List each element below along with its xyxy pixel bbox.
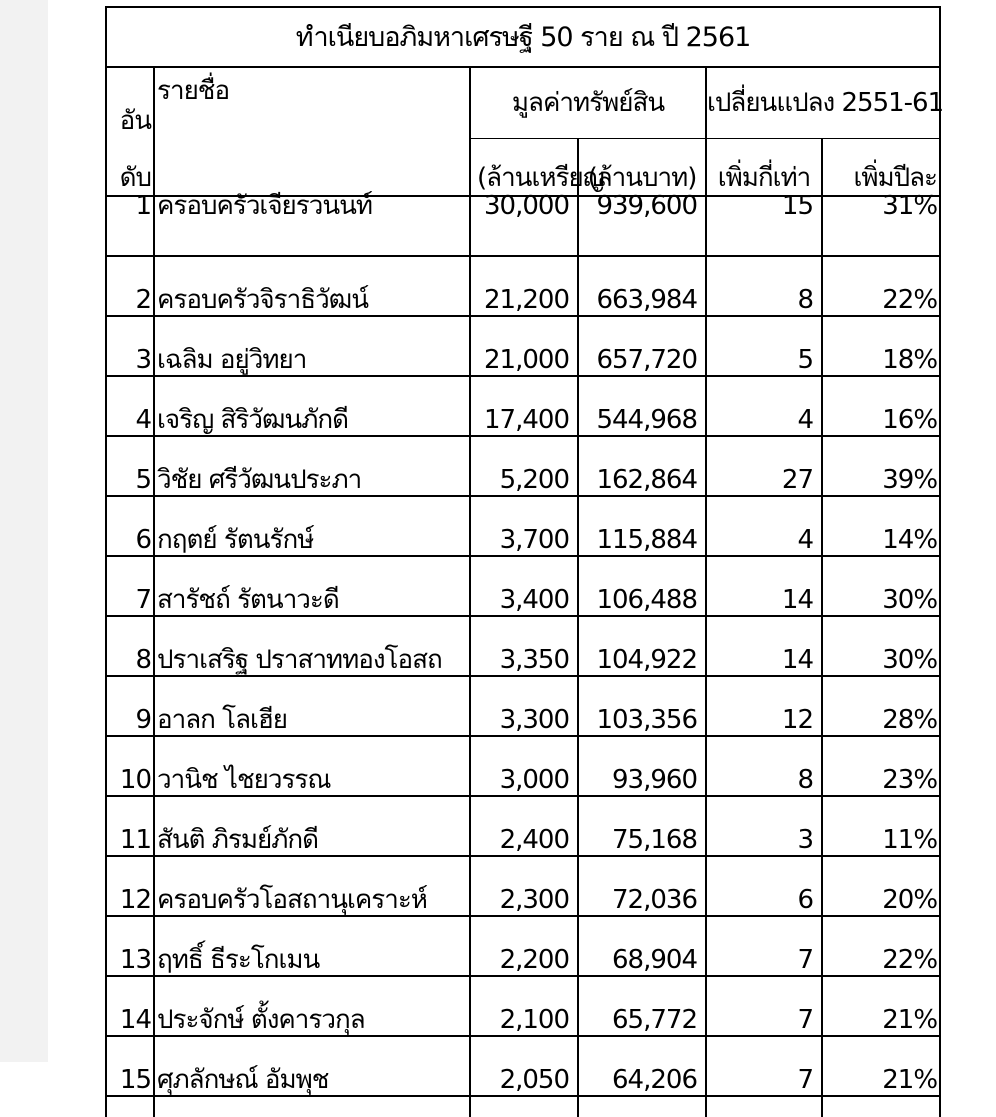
annual-growth-cell: 30%	[822, 556, 940, 616]
usd-value-cell: 2,400	[470, 796, 578, 856]
rank-cell: 1	[106, 196, 154, 256]
table-row	[106, 496, 940, 556]
annual-growth-cell: 23%	[822, 736, 940, 796]
annual-growth-cell: 31%	[822, 196, 940, 256]
assets-group-header: มูลค่าทรัพย์สิน	[470, 67, 706, 138]
annual-growth-cell: 11%	[822, 796, 940, 856]
multiple-value-cell: 4	[706, 496, 822, 556]
name-cell: เฉลิม อยู่วิทยา	[154, 316, 470, 376]
thb-value-cell: 106,488	[578, 556, 706, 616]
thb-value-cell: 65,772	[578, 976, 706, 1036]
thb-value-cell: 75,168	[578, 796, 706, 856]
thb-value-cell: 103,356	[578, 676, 706, 736]
name-cell: กฤตย์ รัตนรักษ์	[154, 496, 470, 556]
table-row	[106, 616, 940, 676]
multiple-column-header: เพิ่มกี่เท่า	[706, 138, 822, 196]
thb-value-cell: 657,720	[578, 316, 706, 376]
usd-value-cell: 3,300	[470, 676, 578, 736]
rank-cell: 15	[106, 1036, 154, 1096]
partial-next-row	[106, 1096, 940, 1117]
usd-value-cell: 2,200	[470, 916, 578, 976]
name-cell: อาลก โลเฮีย	[154, 676, 470, 736]
usd-value-cell: 2,100	[470, 976, 578, 1036]
left-margin	[0, 0, 48, 1062]
name-cell: ครอบครัวโอสถานุเคราะห์	[154, 856, 470, 916]
usd-value-cell: 5,200	[470, 436, 578, 496]
rank-cell: 3	[106, 316, 154, 376]
thb-value-cell: 544,968	[578, 376, 706, 436]
multiple-value-cell: 5	[706, 316, 822, 376]
table-row	[106, 796, 940, 856]
usd-column-header: (ล้านเหรียญ	[470, 138, 578, 196]
table-row	[106, 196, 940, 256]
usd-value-cell: 2,300	[470, 856, 578, 916]
rank-cell: 7	[106, 556, 154, 616]
table-row	[106, 976, 940, 1036]
thb-column-header: (ล้านบาท)	[578, 138, 706, 196]
multiple-value-cell: 8	[706, 256, 822, 316]
annual-growth-cell: 39%	[822, 436, 940, 496]
name-header-spacer	[154, 138, 470, 196]
table-title: ทำเนียบอภิมหาเศรษฐี 50 ราย ณ ปี 2561	[106, 7, 940, 67]
multiple-value-cell: 8	[706, 736, 822, 796]
annual-growth-cell: 18%	[822, 316, 940, 376]
annual-column-header: เพิ่มปีละ	[822, 138, 940, 196]
rank-cell: 12	[106, 856, 154, 916]
annual-growth-cell: 28%	[822, 676, 940, 736]
multiple-value-cell: 27	[706, 436, 822, 496]
annual-growth-cell: 21%	[822, 1036, 940, 1096]
annual-growth-cell: 22%	[822, 256, 940, 316]
billionaires-table	[105, 6, 944, 1117]
name-cell: ฤทธิ์ ธีระโกเมน	[154, 916, 470, 976]
thb-value-cell: 104,922	[578, 616, 706, 676]
multiple-value-cell: 4	[706, 376, 822, 436]
usd-value-cell: 17,400	[470, 376, 578, 436]
usd-value-cell: 21,000	[470, 316, 578, 376]
name-cell: วานิช ไชยวรรณ	[154, 736, 470, 796]
table-row	[106, 856, 940, 916]
multiple-value-cell: 6	[706, 856, 822, 916]
multiple-value-cell: 7	[706, 916, 822, 976]
annual-growth-cell: 22%	[822, 916, 940, 976]
multiple-value-cell: 14	[706, 556, 822, 616]
multiple-value-cell: 15	[706, 196, 822, 256]
rank-cell: 10	[106, 736, 154, 796]
multiple-value-cell: 12	[706, 676, 822, 736]
table-row	[106, 376, 940, 436]
rank-header-line1: อัน	[106, 67, 154, 138]
rank-header-line2: ดับ	[106, 138, 154, 196]
thb-value-cell: 939,600	[578, 196, 706, 256]
table-row	[106, 736, 940, 796]
table-row	[106, 256, 940, 316]
name-cell: ครอบครัวจิราธิวัฒน์	[154, 256, 470, 316]
table-row	[106, 676, 940, 736]
usd-value-cell: 21,200	[470, 256, 578, 316]
multiple-value-cell: 7	[706, 976, 822, 1036]
usd-value-cell: 3,700	[470, 496, 578, 556]
name-cell: เจริญ สิริวัฒนภักดี	[154, 376, 470, 436]
annual-growth-cell: 14%	[822, 496, 940, 556]
table-row	[106, 556, 940, 616]
table-row	[106, 316, 940, 376]
table-row	[106, 916, 940, 976]
name-cell: ศุภลักษณ์ อัมพุช	[154, 1036, 470, 1096]
multiple-value-cell: 14	[706, 616, 822, 676]
thb-value-cell: 162,864	[578, 436, 706, 496]
thb-value-cell: 68,904	[578, 916, 706, 976]
table-row	[106, 1036, 940, 1096]
name-header: รายชื่อ	[154, 67, 470, 138]
table-row	[106, 436, 940, 496]
usd-value-cell: 3,350	[470, 616, 578, 676]
name-cell: ครอบครัวเจียรวนนท์	[154, 196, 470, 256]
multiple-value-cell: 3	[706, 796, 822, 856]
rank-cell: 6	[106, 496, 154, 556]
rank-cell: 8	[106, 616, 154, 676]
rank-cell: 11	[106, 796, 154, 856]
rank-cell: 4	[106, 376, 154, 436]
rank-cell: 13	[106, 916, 154, 976]
thb-value-cell: 64,206	[578, 1036, 706, 1096]
annual-growth-cell: 21%	[822, 976, 940, 1036]
name-cell: ปราเสริฐ ปราสาททองโอสถ	[154, 616, 470, 676]
usd-value-cell: 2,050	[470, 1036, 578, 1096]
thb-value-cell: 663,984	[578, 256, 706, 316]
multiple-value-cell: 7	[706, 1036, 822, 1096]
name-cell: สันติ ภิรมย์ภักดี	[154, 796, 470, 856]
thb-value-cell: 93,960	[578, 736, 706, 796]
rank-cell: 9	[106, 676, 154, 736]
usd-value-cell: 3,400	[470, 556, 578, 616]
thb-value-cell: 115,884	[578, 496, 706, 556]
rank-cell: 2	[106, 256, 154, 316]
name-cell: วิชัย ศรีวัฒนประภา	[154, 436, 470, 496]
annual-growth-cell: 30%	[822, 616, 940, 676]
thb-value-cell: 72,036	[578, 856, 706, 916]
rank-cell: 14	[106, 976, 154, 1036]
rank-cell: 5	[106, 436, 154, 496]
usd-value-cell: 3,000	[470, 736, 578, 796]
annual-growth-cell: 20%	[822, 856, 940, 916]
name-cell: สารัชถ์ รัตนาวะดี	[154, 556, 470, 616]
usd-value-cell: 30,000	[470, 196, 578, 256]
change-group-header: เปลี่ยนแปลง 2551-61	[706, 67, 940, 138]
annual-growth-cell: 16%	[822, 376, 940, 436]
name-cell: ประจักษ์ ตั้งคารวกุล	[154, 976, 470, 1036]
